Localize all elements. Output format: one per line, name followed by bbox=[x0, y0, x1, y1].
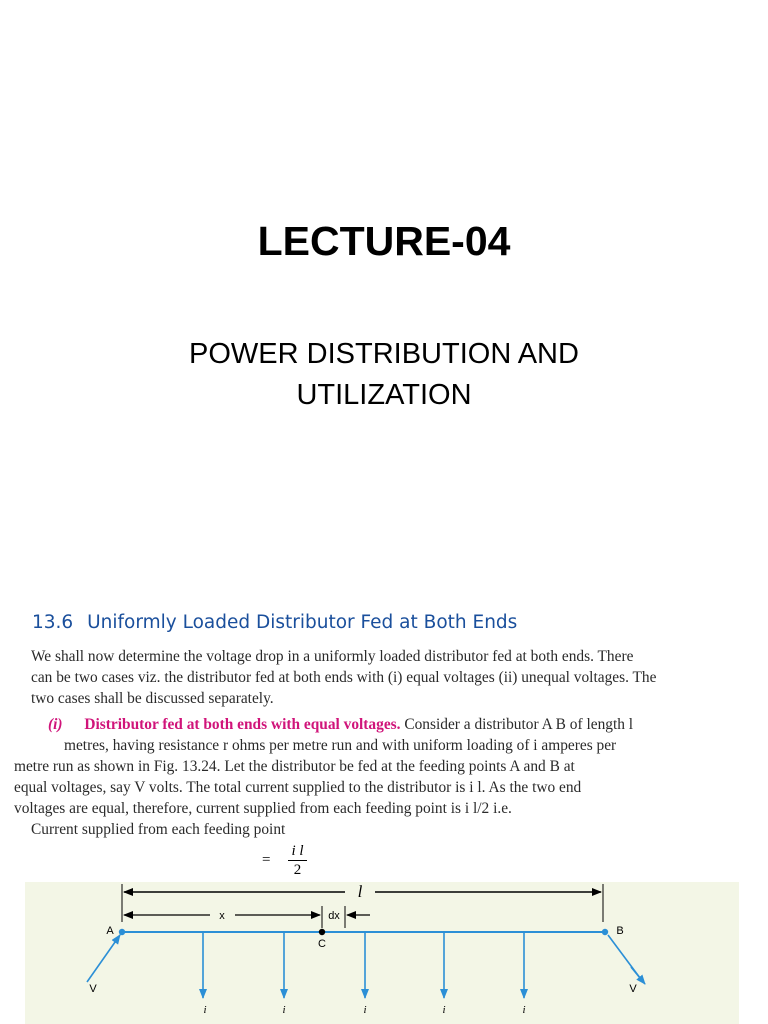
formula-fraction bbox=[288, 842, 306, 879]
feed-arrow-b bbox=[631, 967, 645, 984]
voltage-label-a: V bbox=[89, 983, 97, 995]
case-title: Distributor fed at both ends with equal voltages. bbox=[84, 716, 401, 733]
length-label: l bbox=[357, 882, 363, 901]
formula-denominator: 2 bbox=[293, 862, 302, 878]
x-label: x bbox=[219, 910, 225, 922]
case-line: voltages are equal, therefore, current supplied from each feeding point is i l/2 i.e. bbox=[14, 800, 512, 817]
formula-equals: = bbox=[262, 852, 271, 868]
case-line: metres, having resistance r ohms per metre run and with uniform loading of i amperes per bbox=[64, 737, 617, 754]
lecture-subtitle bbox=[0, 334, 768, 416]
load-label: i bbox=[203, 1004, 207, 1016]
load-label: i bbox=[363, 1004, 367, 1016]
point-a-label: A bbox=[106, 925, 114, 937]
section-heading bbox=[32, 612, 517, 633]
section-number: 13.6 bbox=[32, 612, 74, 633]
subtitle-line-1: POWER DISTRIBUTION AND bbox=[189, 338, 579, 370]
intro-paragraph bbox=[31, 646, 656, 709]
feed-arrow-a bbox=[87, 935, 120, 982]
load-label: i bbox=[522, 1004, 526, 1016]
case-label: (i) bbox=[48, 716, 63, 733]
case-line: equal voltages, say V volts. The total current supplied to the distributor is i l. As the two end bbox=[14, 779, 582, 796]
intro-line: We shall now determine the voltage drop in a uniformly loaded distributor fed at both ends. There bbox=[31, 648, 634, 665]
distributor-svg bbox=[25, 882, 739, 1024]
current-text: Current supplied from each feeding point bbox=[31, 821, 286, 838]
case-paragraph bbox=[14, 714, 634, 819]
lecture-title: LECTURE-04 bbox=[257, 218, 511, 264]
intro-line: can be two cases viz. the distributor fed at both ends with (i) equal voltages (ii) unequal voltages. The bbox=[31, 669, 657, 686]
load-arrows bbox=[203, 932, 524, 998]
case-line: metre run as shown in Fig. 13.24. Let the distributor be fed at the feeding points A and B at bbox=[14, 758, 575, 775]
node-a bbox=[119, 929, 125, 935]
case-text-first: Consider a distributor A B of length l bbox=[400, 716, 634, 733]
distributor-diagram bbox=[25, 882, 739, 1024]
intro-line: two cases shall be discussed separately. bbox=[31, 690, 274, 707]
case-first-line bbox=[48, 714, 633, 735]
subtitle-line-2: UTILIZATION bbox=[296, 379, 472, 411]
load-label: i bbox=[442, 1004, 446, 1016]
node-b bbox=[602, 929, 608, 935]
dx-label: dx bbox=[328, 910, 340, 922]
node-c bbox=[319, 929, 325, 935]
load-label: i bbox=[282, 1004, 286, 1016]
point-c-label: C bbox=[318, 938, 326, 950]
section-heading-text: Uniformly Loaded Distributor Fed at Both Ends bbox=[87, 612, 518, 633]
voltage-label-b: V bbox=[629, 983, 637, 995]
current-formula bbox=[262, 842, 307, 879]
formula-numerator: i l bbox=[288, 842, 306, 861]
point-b-label: B bbox=[616, 925, 624, 937]
